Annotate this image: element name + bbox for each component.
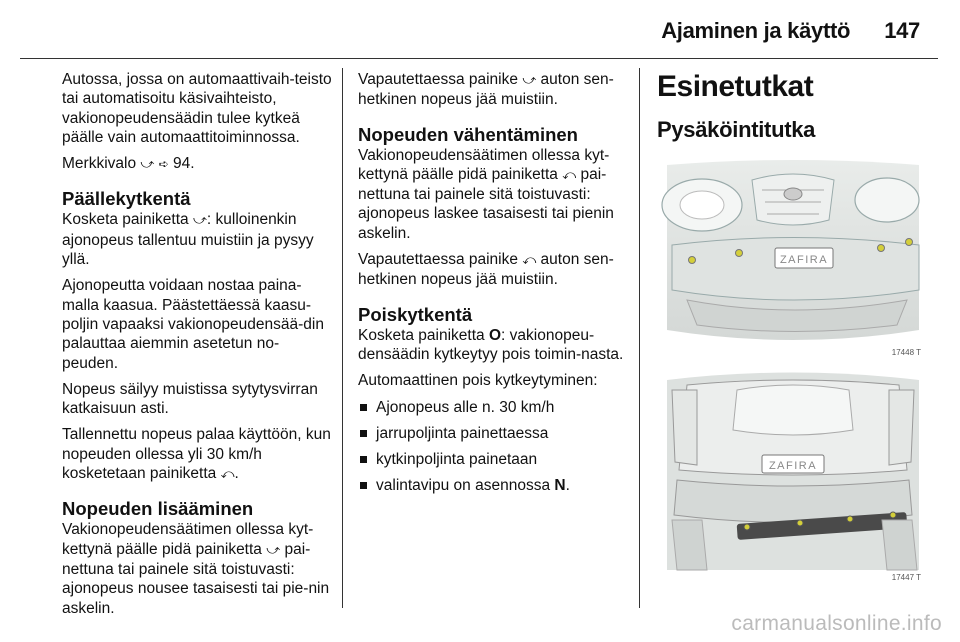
text: . xyxy=(234,465,239,483)
text: pai-nettuna tai painele sitä toistuvasti: ajonopeus nousee tasaisesti tai pie-nin askelin. xyxy=(62,540,330,617)
text: auton sen-hetkinen nopeus jää muistiin. xyxy=(358,251,614,289)
cruise-minus-icon: ⤺ xyxy=(562,167,577,183)
page-reference: 94. xyxy=(172,155,195,173)
parking-sensor-icon xyxy=(744,524,750,530)
text: Tallennettu nopeus palaa käyttöön, kun nopeuden ollessa yli 30 km/h kosketetaan painiketta xyxy=(62,426,331,483)
figure-code: 17448 T xyxy=(891,348,921,357)
off-button-icon: O xyxy=(488,326,502,344)
cruise-control-icon: ⤻ xyxy=(140,157,155,173)
page-header xyxy=(661,18,920,44)
paragraph: Nopeus säilyy muistissa sytytysvirran katkaisuun asti. xyxy=(62,380,318,418)
list-item: Ajonopeus alle n. 30 km/h xyxy=(358,398,630,417)
paragraph xyxy=(62,425,332,484)
page-number: 147 xyxy=(884,18,920,43)
heading-paallekytkenta: Päällekytkentä xyxy=(62,188,191,210)
subsection-title-pysakointitutka: Pysäköintitutka xyxy=(657,117,816,142)
text: Kosketa painiketta xyxy=(62,211,189,229)
column-divider-2 xyxy=(639,68,640,608)
license-plate-text: ZAFIRA xyxy=(779,254,829,266)
parking-sensor-icon xyxy=(906,239,913,246)
text: Vakionopeudensäätimen ollessa kyt-kettynä päälle pidä painiketta xyxy=(358,146,610,183)
parking-sensor-icon xyxy=(689,257,696,264)
text: Vapautettaessa painike xyxy=(358,251,518,269)
section-title: Ajaminen ja käyttö xyxy=(661,18,851,43)
column-2 xyxy=(358,70,630,503)
cruise-minus-icon: ⤺ xyxy=(220,467,235,483)
paragraph xyxy=(358,326,630,365)
watermark: carmanualsonline.info xyxy=(731,612,942,635)
text: auton sen-hetkinen nopeus jää muistiin. xyxy=(358,71,614,109)
cruise-plus-icon: ⤻ xyxy=(266,542,281,558)
paragraph xyxy=(358,250,630,290)
rear-bumper-figure xyxy=(657,370,929,585)
parking-sensor-icon xyxy=(878,245,885,252)
text: : vakionopeu-densäädin kytkeytyy pois toimin-nasta. xyxy=(358,326,624,363)
parking-sensor-icon xyxy=(736,250,743,257)
text: Vakionopeudensäätimen ollessa kyt-kettynä päälle pidä painiketta xyxy=(62,521,314,558)
heading-nopeuden-lisaaminen: Nopeuden lisääminen xyxy=(62,498,254,520)
gear-position: N xyxy=(554,477,566,495)
bullet-list xyxy=(358,398,630,496)
front-bumper-figure xyxy=(657,160,929,360)
text: . xyxy=(565,477,570,495)
section-title-esinetutkat: Esinetutkat xyxy=(657,70,814,103)
list-item: jarrupoljinta painettaessa xyxy=(358,424,630,443)
text: Vapautettaessa painike xyxy=(358,71,518,88)
header-rule xyxy=(20,58,938,59)
front-car-illustration xyxy=(657,160,929,360)
paragraph: Automaattinen pois kytkeytyminen: xyxy=(358,372,598,390)
reference-arrow-icon: ➪ xyxy=(158,157,169,172)
text: : kulloinenkin ajonopeus tallentuu muistiin ja pysyy yllä. xyxy=(62,211,314,269)
license-plate-text: ZAFIRA xyxy=(768,460,818,472)
text: pai-nettuna tai painele sitä toistuvasti: ajonopeus laskee tasaisesti tai pienin askelin. xyxy=(358,165,614,242)
parking-sensor-icon xyxy=(847,516,853,522)
cruise-plus-icon: ⤻ xyxy=(522,73,537,88)
text: Merkkivalo xyxy=(62,155,137,173)
column-1 xyxy=(62,70,332,625)
heading-nopeuden-vahentaminen: Nopeuden vähentäminen xyxy=(358,123,578,145)
text: Kosketa painiketta xyxy=(358,326,485,344)
paragraph xyxy=(358,70,630,110)
parking-sensor-icon xyxy=(890,512,896,518)
parking-sensor-icon xyxy=(797,520,803,526)
paragraph: Ajonopeutta voidaan nostaa paina-malla kaasua. Päästettäessä kaasu-poljin vapaaksi vakionopeudensää-din palauttaa aiemmin asetetun no-peuden. xyxy=(62,277,324,372)
text: valintavipu on asennossa xyxy=(376,477,551,495)
paragraph xyxy=(358,146,630,243)
paragraph xyxy=(62,154,332,174)
rear-car-illustration xyxy=(657,370,929,585)
list-item: kytkinpoljinta painetaan xyxy=(358,450,630,469)
cruise-plus-icon: ⤻ xyxy=(192,213,207,229)
paragraph xyxy=(62,210,332,269)
paragraph: Autossa, jossa on automaattivaih-teisto tai automatisoitu käsivaihteisto, vakionopeudensäädin tulee kytkeä päälle vain automaattitoiminnossa. xyxy=(62,71,332,146)
column-divider-1 xyxy=(342,68,343,608)
figure-code: 17447 T xyxy=(891,573,921,582)
heading-poiskytkenta: Poiskytkentä xyxy=(358,303,473,325)
cruise-minus-icon: ⤺ xyxy=(522,253,537,269)
list-item xyxy=(358,476,630,495)
paragraph xyxy=(62,520,332,617)
